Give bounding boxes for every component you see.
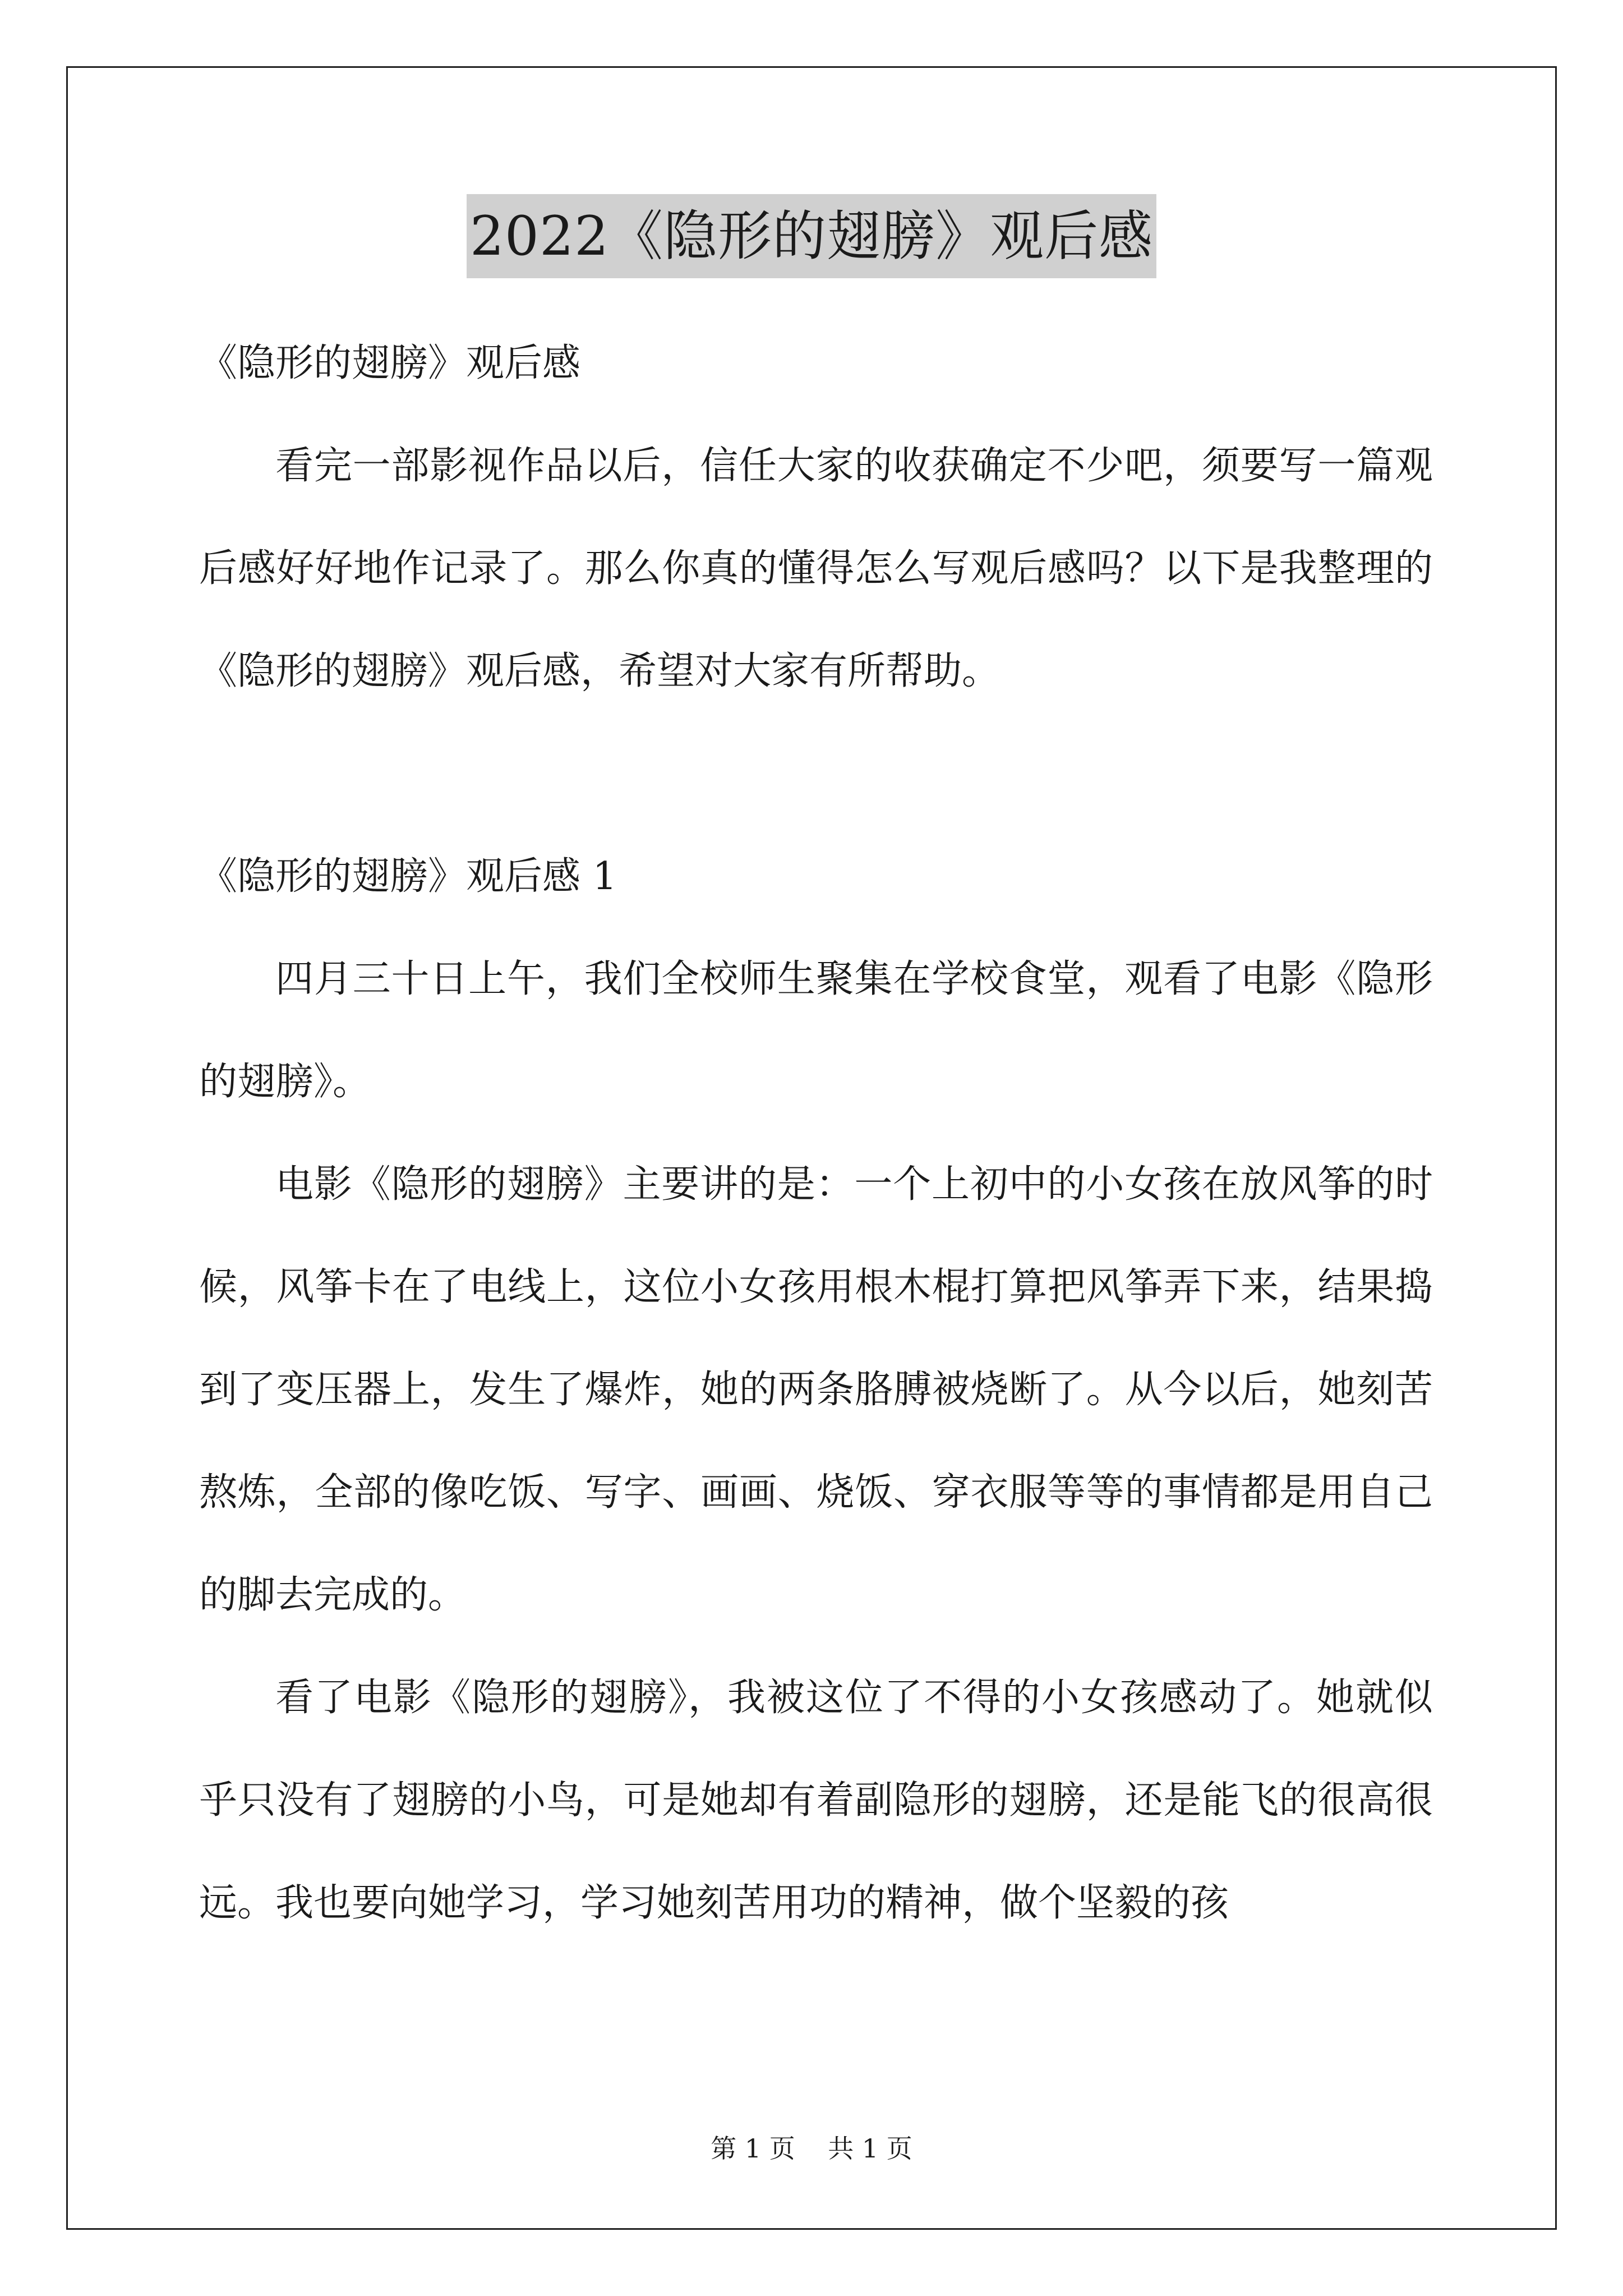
section-heading-1: 《隐形的翅膀》观后感 1 bbox=[199, 854, 617, 899]
body-paragraph-2: 电影《隐形的翅膀》主要讲的是：一个上初中的小女孩在放风筝的时候，风筝卡在了电线上，这位小女孩用根木棍打算把风筝弄下来，结果捣到了变压器上，发生了爆炸，她的两条胳膊被烧断了。从今以后，她刻苦熬炼，全部的像吃饭、写字、画画、烧饭、穿衣服等等的事情都是用自己的脚去完成的。 bbox=[199, 1162, 1433, 1617]
section-heading-intro: 《隐形的翅膀》观后感 bbox=[199, 341, 581, 385]
title-container bbox=[0, 194, 1623, 278]
body-paragraph-3: 看了电影《隐形的翅膀》，我被这位了不得的小女孩感动了。她就似乎只没有了翅膀的小鸟，可是她却有着副隐形的翅膀，还是能飞的很高很远。我也要向她学习，学习她刻苦用功的精神，做个坚毅的孩 bbox=[199, 1676, 1433, 1925]
document-body bbox=[199, 312, 1433, 1954]
intro-paragraph: 看完一部影视作品以后，信任大家的收获确定不少吧，须要写一篇观后感好好地作记录了。那么你真的懂得怎么写观后感吗？以下是我整理的《隐形的翅膀》观后感，希望对大家有所帮助。 bbox=[199, 444, 1433, 693]
body-paragraph-1: 四月三十日上午，我们全校师生聚集在学校食堂，观看了电影《隐形的翅膀》。 bbox=[199, 957, 1433, 1104]
document-title: 2022《隐形的翅膀》观后感 bbox=[467, 194, 1156, 278]
page-footer: 第 1 页 共 1 页 bbox=[711, 2133, 912, 2164]
